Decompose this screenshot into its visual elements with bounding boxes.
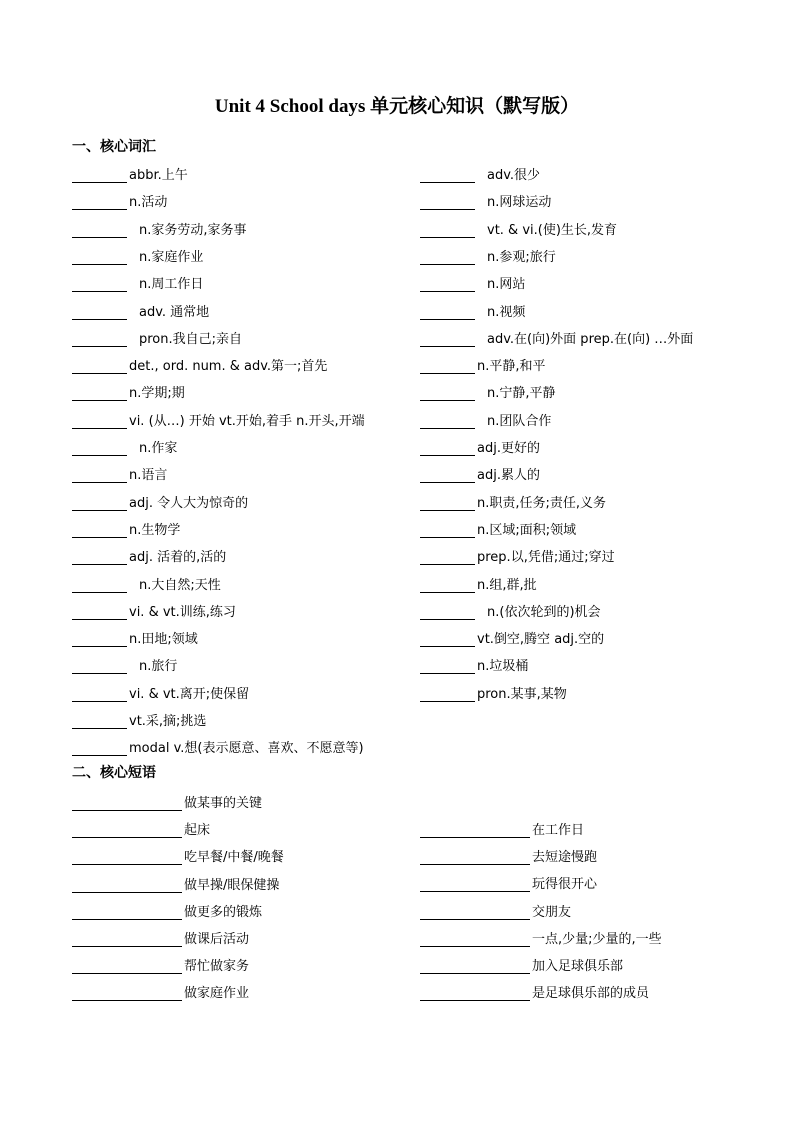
answer-blank[interactable]	[420, 358, 475, 374]
phrase-item	[420, 903, 571, 923]
section-heading-phrases: 二、核心短语	[72, 765, 156, 781]
vocab-definition: n.语言	[129, 468, 168, 484]
answer-blank[interactable]	[72, 713, 127, 729]
vocab-definition: n.大自然;天性	[139, 577, 221, 593]
answer-blank[interactable]	[72, 931, 182, 947]
vocab-item	[420, 576, 537, 596]
answer-blank[interactable]	[72, 467, 127, 483]
answer-blank[interactable]	[72, 658, 127, 674]
phrase-item	[420, 848, 597, 868]
section-heading-vocabulary: 一、核心词汇	[72, 139, 156, 155]
answer-blank[interactable]	[420, 467, 475, 483]
phrase-item	[72, 876, 279, 896]
vocab-definition: adj.更好的	[477, 441, 540, 456]
answer-blank[interactable]	[420, 822, 530, 838]
phrase-meaning: 在工作日	[532, 823, 585, 838]
answer-blank[interactable]	[420, 194, 475, 210]
phrase-meaning: 交朋友	[532, 904, 572, 920]
vocab-item	[72, 521, 180, 541]
vocab-definition: n.平静,和平	[477, 359, 546, 375]
phrase-item	[72, 903, 262, 923]
phrase-item	[72, 984, 249, 1004]
vocab-item	[420, 412, 551, 432]
vocab-item	[72, 466, 167, 486]
answer-blank[interactable]	[420, 331, 475, 347]
vocab-item	[420, 248, 556, 268]
vocab-definition: n.周工作日	[139, 277, 204, 293]
answer-blank[interactable]	[420, 931, 530, 947]
vocab-definition: modal v.想(表示愿意、喜欢、不愿意等)	[129, 741, 364, 757]
vocab-definition: adj.累人的	[477, 468, 540, 484]
phrase-item	[420, 984, 649, 1004]
answer-blank[interactable]	[420, 577, 475, 593]
answer-blank[interactable]	[420, 849, 530, 865]
vocab-definition: vt.采,摘;挑选	[129, 714, 207, 729]
answer-blank[interactable]	[420, 522, 475, 538]
vocab-item	[420, 357, 546, 377]
vocab-item	[72, 412, 365, 432]
vocab-definition: vi. (从…) 开始 vt.开始,着手 n.开头,开端	[129, 413, 365, 429]
vocab-item	[72, 221, 247, 241]
answer-blank[interactable]	[420, 631, 475, 647]
vocab-definition: adv.在(向)外面 prep.在(向) …外面	[487, 331, 694, 347]
phrase-meaning: 做早操/眼保健操	[184, 877, 280, 893]
phrase-item	[72, 930, 249, 950]
phrase-meaning: 做更多的锻炼	[184, 904, 263, 920]
answer-blank[interactable]	[420, 167, 475, 183]
vocab-definition: n.团队合作	[487, 413, 552, 429]
answer-blank[interactable]	[420, 385, 475, 401]
vocab-definition: adv.很少	[487, 168, 541, 183]
vocab-definition: n.参观;旅行	[487, 249, 556, 265]
vocab-definition: n.职责,任务;责任,义务	[477, 495, 607, 511]
vocab-definition: vt. & vi.(使)生长,发育	[487, 222, 618, 238]
answer-blank[interactable]	[420, 222, 475, 238]
phrase-item	[72, 821, 210, 841]
answer-blank[interactable]	[72, 686, 127, 702]
vocab-item	[72, 685, 249, 705]
answer-blank[interactable]	[72, 822, 182, 838]
answer-blank[interactable]	[72, 304, 127, 320]
answer-blank[interactable]	[72, 904, 182, 920]
vocab-definition: n.田地;领域	[129, 632, 198, 648]
vocab-item	[420, 630, 604, 650]
phrase-item	[72, 957, 249, 977]
phrase-meaning: 一点,少量;少量的,一些	[532, 931, 662, 947]
answer-blank[interactable]	[72, 849, 182, 865]
vocab-item	[420, 166, 540, 186]
vocab-definition: n.(依次轮到的)机会	[487, 604, 601, 620]
vocab-item	[72, 548, 226, 568]
answer-blank[interactable]	[72, 222, 127, 238]
vocab-definition: n.家务劳动,家务事	[139, 222, 247, 238]
answer-blank[interactable]	[72, 740, 127, 756]
answer-blank[interactable]	[72, 549, 127, 565]
answer-blank[interactable]	[420, 604, 475, 620]
answer-blank[interactable]	[72, 276, 127, 292]
vocab-item	[420, 330, 693, 350]
vocab-definition: pron.某事,某物	[477, 686, 567, 702]
vocab-item	[420, 439, 540, 459]
phrase-item	[420, 957, 623, 977]
phrase-meaning: 是足球俱乐部的成员	[532, 986, 650, 1002]
vocab-item	[72, 494, 248, 514]
phrase-item	[72, 794, 262, 814]
answer-blank[interactable]	[420, 985, 530, 1001]
vocab-item	[72, 576, 221, 596]
answer-blank[interactable]	[72, 604, 127, 620]
vocab-item	[72, 712, 206, 732]
answer-blank[interactable]	[420, 904, 530, 920]
vocab-item	[420, 466, 540, 486]
vocab-item	[420, 193, 551, 213]
answer-blank[interactable]	[72, 167, 127, 183]
vocab-definition: n.作家	[139, 441, 178, 456]
phrase-item	[72, 848, 284, 868]
answer-blank[interactable]	[72, 249, 127, 265]
phrase-column-right	[420, 821, 760, 1021]
answer-blank[interactable]	[420, 686, 475, 702]
answer-blank[interactable]	[420, 249, 475, 265]
vocab-definition: adj. 活着的,活的	[129, 550, 227, 566]
phrase-meaning: 玩得很开心	[532, 877, 598, 893]
vocab-item	[72, 330, 242, 350]
vocab-definition: n.区域;面积;领域	[477, 522, 577, 538]
answer-blank[interactable]	[420, 549, 475, 565]
vocab-item	[72, 630, 198, 650]
answer-blank[interactable]	[72, 795, 182, 811]
vocab-item	[420, 657, 528, 677]
vocab-definition: vt.倒空,腾空 adj.空的	[477, 632, 605, 648]
phrase-meaning: 起床	[184, 823, 211, 839]
vocab-column-right	[420, 166, 760, 726]
answer-blank[interactable]	[72, 877, 182, 893]
answer-blank[interactable]	[72, 358, 127, 374]
vocab-item	[72, 166, 188, 186]
answer-blank[interactable]	[420, 276, 475, 292]
vocab-definition: n.组,群,批	[477, 577, 537, 593]
vocab-definition: n.垃圾桶	[477, 659, 529, 675]
phrase-item	[420, 930, 662, 950]
phrase-meaning: 加入足球俱乐部	[532, 959, 624, 974]
vocab-definition: n.网球运动	[487, 195, 552, 211]
phrase-meaning: 做家庭作业	[184, 986, 250, 1002]
vocab-definition: n.学期;期	[129, 386, 185, 402]
answer-blank[interactable]	[72, 331, 127, 347]
vocab-item	[420, 685, 567, 705]
vocab-item	[420, 494, 606, 514]
vocab-definition: prep.以,凭借;通过;穿过	[477, 550, 615, 566]
phrase-meaning: 帮忙做家务	[184, 959, 250, 975]
answer-blank[interactable]	[72, 631, 127, 647]
vocab-definition: n.视频	[487, 304, 526, 320]
vocab-definition: vi. & vt.训练,练习	[129, 604, 236, 620]
answer-blank[interactable]	[72, 495, 127, 511]
vocab-item	[420, 303, 525, 323]
vocab-definition: pron.我自己;亲自	[139, 331, 243, 347]
answer-blank[interactable]	[72, 440, 127, 456]
page-title: Unit 4 School days 单元核心知识（默写版）	[214, 96, 580, 117]
answer-blank[interactable]	[72, 522, 127, 538]
vocab-item	[72, 303, 209, 323]
vocab-definition: adv. 通常地	[139, 304, 210, 320]
vocab-item	[72, 357, 327, 377]
vocab-definition: n.宁静,平静	[487, 386, 556, 402]
answer-blank[interactable]	[72, 985, 182, 1001]
vocab-item	[420, 521, 576, 541]
vocab-item	[420, 221, 617, 241]
answer-blank[interactable]	[420, 495, 475, 511]
vocab-item	[72, 193, 167, 213]
vocab-item	[72, 603, 236, 623]
phrase-meaning: 做某事的关键	[184, 796, 263, 811]
vocab-definition: n.活动	[129, 195, 168, 211]
vocab-definition: det., ord. num. & adv.第一;首先	[129, 359, 328, 375]
vocab-column-left	[72, 166, 402, 766]
answer-blank[interactable]	[420, 958, 530, 974]
answer-blank[interactable]	[72, 194, 127, 210]
answer-blank[interactable]	[420, 876, 530, 892]
phrase-meaning: 去短途慢跑	[532, 850, 598, 866]
vocab-item	[72, 739, 364, 759]
answer-blank[interactable]	[72, 958, 182, 974]
vocab-definition: abbr.上午	[129, 168, 188, 183]
vocab-item	[72, 439, 177, 459]
phrase-meaning: 做课后活动	[184, 932, 250, 947]
vocab-item	[420, 275, 525, 295]
vocab-definition: n.旅行	[139, 659, 178, 675]
vocab-item	[72, 384, 185, 404]
vocab-definition: n.生物学	[129, 522, 181, 538]
vocab-definition: vi. & vt.离开;使保留	[129, 686, 250, 702]
answer-blank[interactable]	[72, 385, 127, 401]
phrase-item	[420, 821, 584, 841]
vocab-item	[72, 657, 177, 677]
vocab-item	[72, 275, 203, 295]
phrase-item	[420, 875, 597, 895]
vocab-item	[420, 548, 615, 568]
phrase-meaning: 吃早餐/中餐/晚餐	[184, 850, 284, 866]
vocab-definition: n.网站	[487, 277, 526, 293]
vocab-item	[420, 384, 556, 404]
answer-blank[interactable]	[420, 304, 475, 320]
vocab-definition: adj. 令人大为惊奇的	[129, 495, 249, 511]
vocab-item	[420, 603, 601, 623]
answer-blank[interactable]	[420, 658, 475, 674]
vocab-item	[72, 248, 203, 268]
answer-blank[interactable]	[72, 577, 127, 593]
vocab-definition: n.家庭作业	[139, 249, 204, 265]
answer-blank[interactable]	[420, 413, 475, 429]
answer-blank[interactable]	[420, 440, 475, 456]
phrase-column-left	[72, 794, 402, 1014]
answer-blank[interactable]	[72, 413, 127, 429]
